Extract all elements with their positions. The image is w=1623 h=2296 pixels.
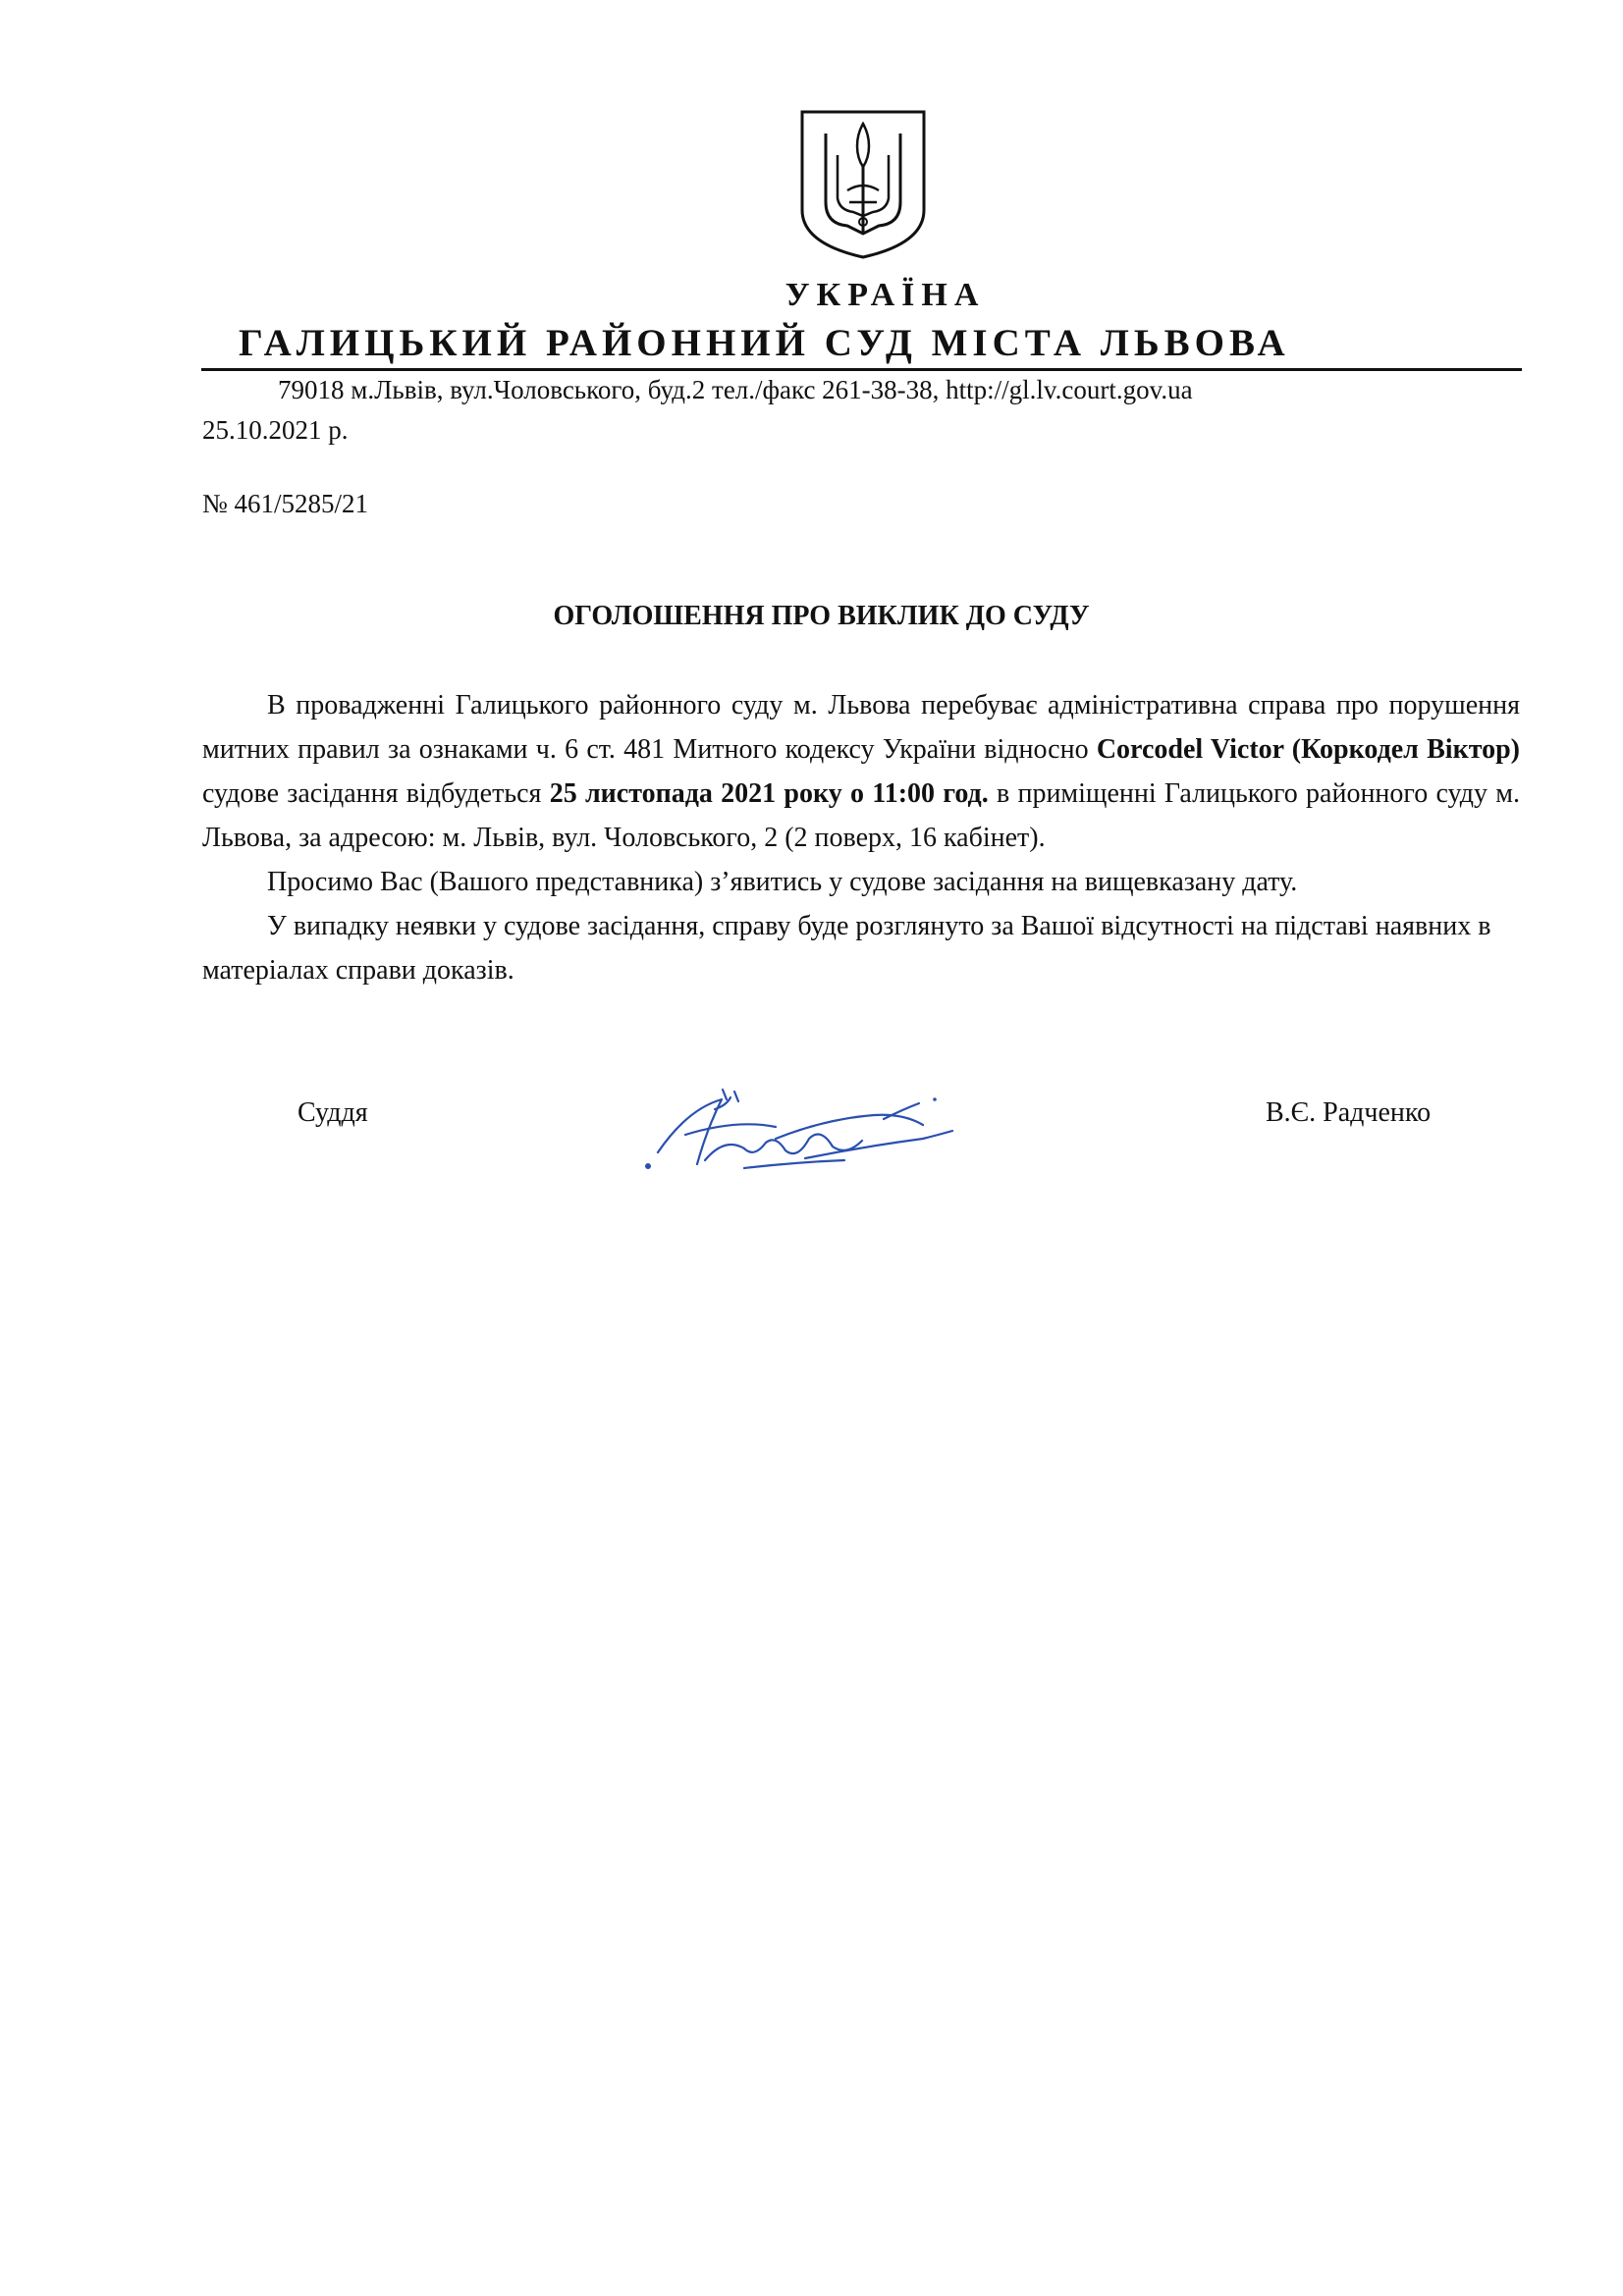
trident-coat-of-arms-icon [798,108,928,261]
paragraph-1 [202,683,1520,860]
document-body [202,683,1520,992]
paragraph-3: У випадку неявки у судове засідання, справу буде розглянуто за Вашої відсутності на підставі наявних в матеріалах справи доказів. [202,911,1491,986]
case-number: № 461/5285/21 [202,489,369,518]
p1-text-1: В провадженні Галицького районного суду м. Львова перебуває адміністративна справа про порушення митних правил за ознаками ч. 6 ст. 481 Митного кодексу України відносно [202,690,1520,765]
court-name: ГАЛИЦЬКИЙ РАЙОННИЙ СУД МІСТА ЛЬВОВА [239,322,1290,364]
p1-text-3: в приміщенні Галицького районного суду м. Львова, за адресою: м. Львів, вул. Чоловського, 2 (2 поверх, 16 кабінет). [202,778,1520,853]
paragraph-2: Просимо Вас (Вашого представника) з’явитись у судове засідання на вищевказану дату. [267,867,1298,897]
defendant-name: Corcodel Victor (Коркодел Віктор) [1096,734,1520,765]
p1-text-2: судове засідання відбудеться [202,778,550,809]
court-address: 79018 м.Львів, вул.Чоловського, буд.2 тел./факс 261-38-38, http://gl.lv.court.gov.ua [278,375,1193,404]
handwritten-signature-icon [628,1070,962,1188]
header-divider [201,368,1522,371]
document-date: 25.10.2021 р. [202,415,349,445]
document-title: ОГОЛОШЕННЯ ПРО ВИКЛИК ДО СУДУ [553,601,1090,631]
signatory-role: Суддя [298,1097,368,1128]
country-name: УКРАЇНА [784,277,986,313]
judge-name: В.Є. Радченко [1266,1097,1432,1128]
hearing-datetime: 25 листопада 2021 року о 11:00 год. [549,778,989,809]
